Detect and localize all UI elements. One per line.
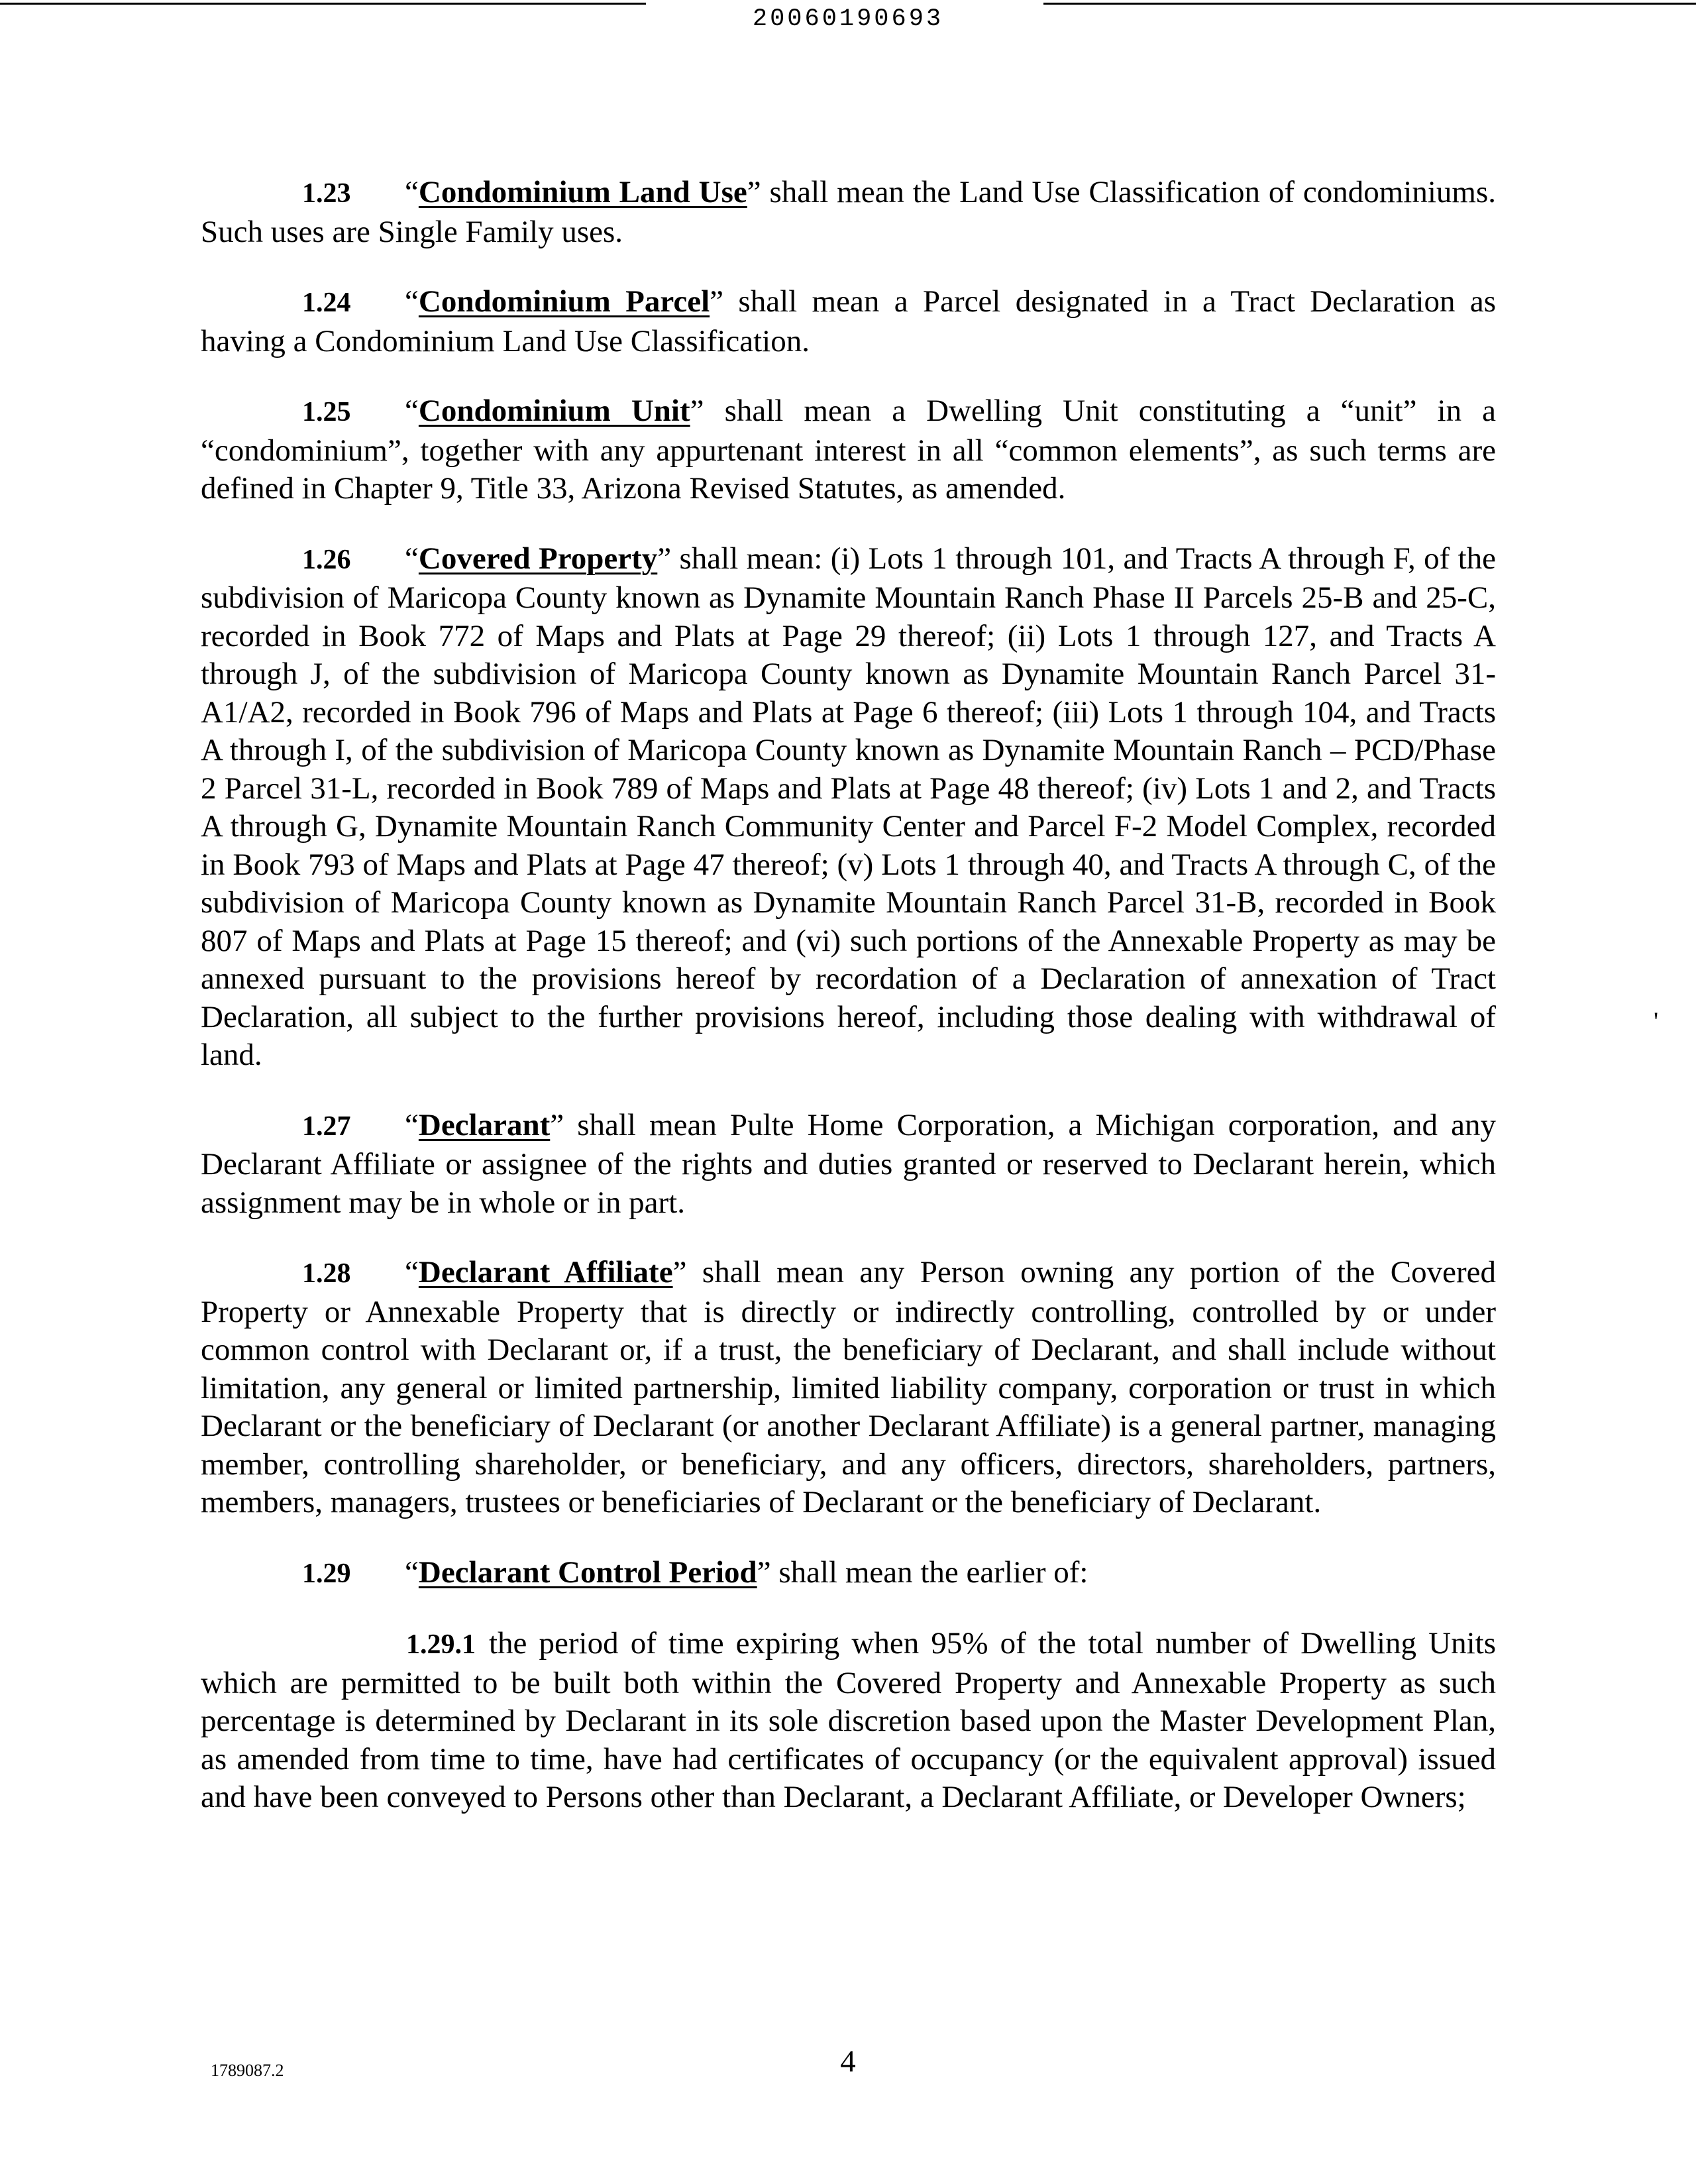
section-text: shall mean a Parcel designated in a Tract Declaration as having a Condominium Land Use Classification. (201, 284, 1497, 358)
defined-term: Declarant (418, 1107, 551, 1142)
section-1-23 (201, 174, 1496, 251)
footer-document-number: 1789087.2 (211, 2061, 284, 2080)
section-1-25 (201, 392, 1496, 508)
section-number: 1.28 (302, 1258, 351, 1289)
subsection-1-29-1 (201, 1625, 1496, 1817)
open-quote: “ (405, 1555, 419, 1590)
open-quote: “ (405, 175, 419, 209)
defined-term: Condominium Land Use (418, 175, 747, 209)
section-number: 1.29 (302, 1558, 351, 1589)
section-text: shall mean: (i) Lots 1 through 101, and Tracts A through F, of the subdivision of Maricopa County known as Dynamite Mountain Ranch Phase II Parcels 25-B and 25-C, recorded in Book 772 of Maps and Plats at Page 29 thereof; (ii) Lots 1 through 127, and Tracts A through J, of the subdivision of Maricopa County known as Dynamite Mountain Ranch Parcel 31-A1/A2, recorded in Book 796 of Maps and Plats at Page 6 thereof; (iii) Lots 1 through 104, and Tracts A through I, of the subdivision of Maricopa County known as Dynamite Mountain Ranch – PCD/Phase 2 Parcel 31-L, recorded in Book 789 of Maps and Plats at Page 48 thereof; (iv) Lots 1 and 2, and Tracts A through G, Dynamite Mountain Ranch Community Center and Parcel F-2 Model Complex, recorded in Book 793 of Maps and Plats at Page 47 thereof; (v) Lots 1 through 40, and Tracts A through C, of the subdivision of Maricopa County known as Dynamite Mountain Ranch Parcel 31-B, recorded in Book 807 of Maps and Plats at Page 15 thereof; and (vi) such portions of the Annexable Property as may be annexed pursuant to the provisions hereof by recordation of a Declaration of annexation of Tract Declaration, all subject to the further provisions hereof, including those dealing with withdrawal of land. (201, 541, 1496, 1072)
section-1-24 (201, 283, 1496, 360)
close-quote: ” (747, 175, 761, 209)
recording-number: 20060190693 (752, 5, 944, 33)
section-1-28 (201, 1254, 1496, 1522)
section-number: 1.25 (302, 397, 351, 427)
close-quote: ” (757, 1555, 771, 1590)
section-number: 1.26 (302, 544, 351, 575)
open-quote: “ (405, 541, 419, 576)
close-quote: ” (657, 541, 672, 576)
close-quote: ” (672, 1255, 687, 1289)
open-quote: “ (405, 1107, 419, 1142)
open-quote: “ (405, 284, 419, 319)
section-text: shall mean the earlier of: (770, 1555, 1088, 1590)
section-number: 1.23 (302, 178, 351, 209)
section-number: 1.27 (302, 1111, 351, 1142)
section-1-27 (201, 1107, 1496, 1223)
section-text: shall mean any Person owning any portion of the Covered Property or Annexable Property that is directly or indirectly controlling, controlled by or under common control with Declarant or, if a trust, the beneficiary of Declarant, and shall include without limitation, any general or limited partnership, limited liability company, corporation or trust in which Declarant or the beneficiary of Declarant (or another Declarant Affiliate) is a general partner, managing member, controlling shareholder, or beneficiary, and any officers, directors, shareholders, partners, members, managers, trustees or beneficiaries of Declarant or the beneficiary of Declarant. (201, 1255, 1496, 1519)
subsection-text: the period of time expiring when 95% of the total number of Dwelling Units which are permitted to be built both within the Covered Property and Annexable Property as such percentage is determined by Declarant in its sole discretion based upon the Master Development Plan, as amended from time to time, have had certificates of occupancy (or the equivalent approval) issued and have been conveyed to Persons other than Declarant, a Declarant Affiliate, or Developer Owners; (201, 1626, 1496, 1814)
open-quote: “ (405, 394, 419, 428)
section-text: shall mean the Land Use Classification of condominiums. Such uses are Single Family uses. (201, 175, 1496, 249)
defined-term: Condominium Unit (418, 394, 690, 428)
header-rule-right (1043, 3, 1696, 5)
page-number: 4 (840, 2044, 856, 2079)
margin-mark: ' (1654, 1007, 1659, 1036)
open-quote: “ (405, 1255, 419, 1289)
section-1-29 (201, 1554, 1496, 1594)
close-quote: ” (690, 394, 704, 428)
section-1-26 (201, 540, 1496, 1075)
defined-term: Covered Property (418, 541, 658, 576)
section-text: shall mean Pulte Home Corporation, a Michigan corporation, and any Declarant Affiliate or assignee of the rights and duties granted or reserved to Declarant herein, which assignment may be in whole or in part. (201, 1107, 1496, 1220)
defined-term: Declarant Control Period (418, 1555, 757, 1590)
defined-term: Declarant Affiliate (418, 1255, 673, 1289)
defined-term: Condominium Parcel (418, 284, 710, 319)
section-number: 1.24 (302, 288, 351, 318)
section-text: shall mean a Dwelling Unit constituting a “unit” in a “condominium”, together with any appurtenant interest in all “common elements”, as such terms are defined in Chapter 9, Title 33, Arizona Revised Statutes, as amended. (201, 394, 1496, 506)
subsection-number: 1.29.1 (406, 1629, 476, 1660)
close-quote: ” (550, 1107, 564, 1142)
document-body (201, 174, 1496, 1849)
close-quote: ” (710, 284, 724, 319)
